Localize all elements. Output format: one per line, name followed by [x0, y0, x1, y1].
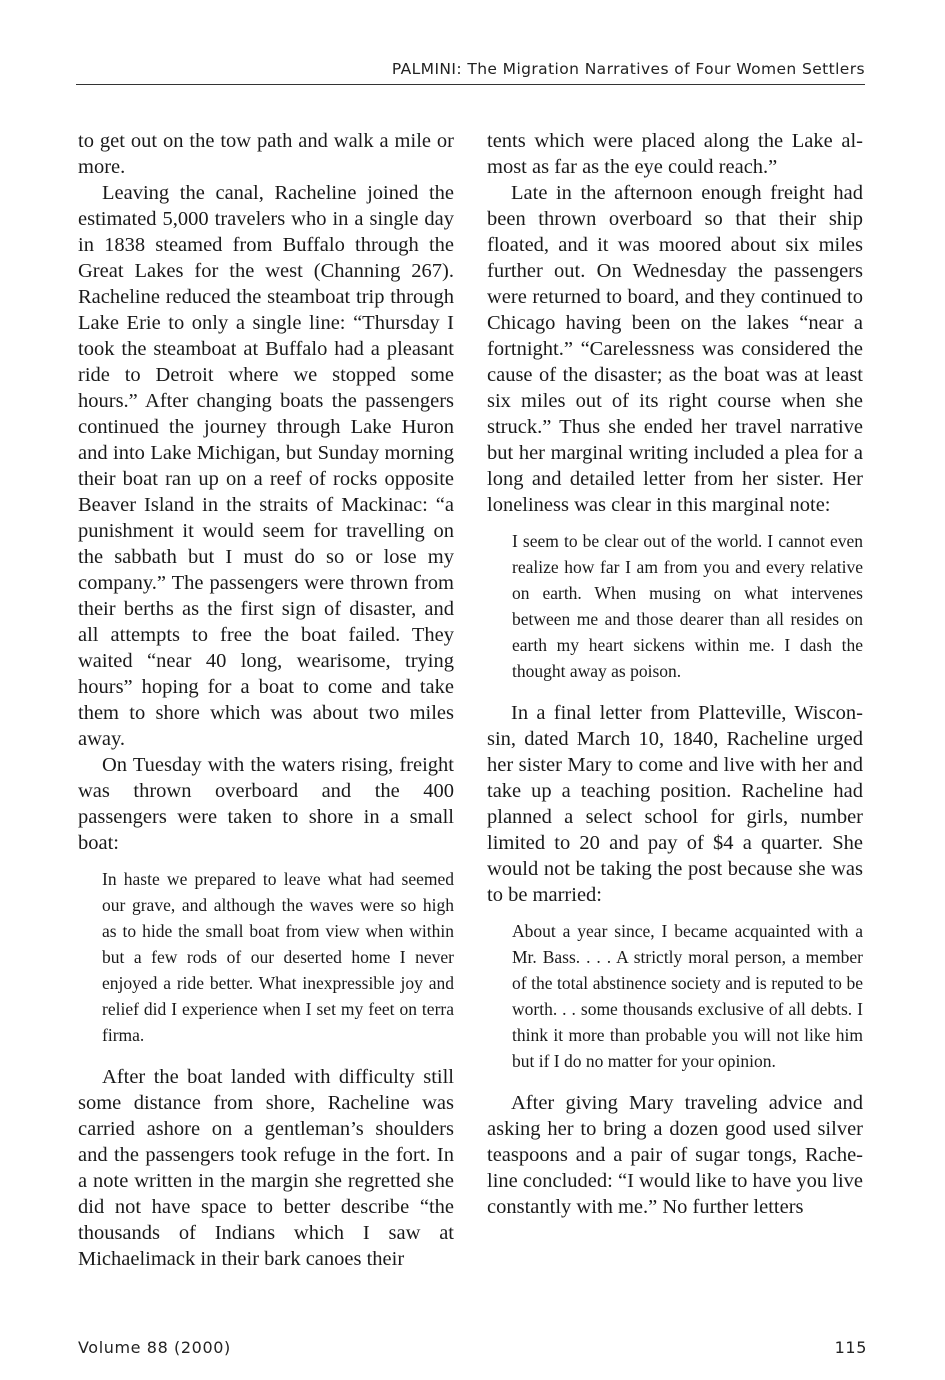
left-column	[78, 128, 454, 1272]
volume-footer: Volume 88 (2000)	[78, 1338, 231, 1357]
right-block-quote-2: About a year since, I became acquainted with a Mr. Bass. . . . A strictly moral person, a member of the total abstinence society and is reputed to be worth. . . some thousands exclusive of all debts. I think it more than probable you will not like him but if I do no matter for your opinion.	[512, 921, 863, 1071]
left-paragraph-1: to get out on the tow path and walk a mile or more.	[78, 130, 454, 178]
left-paragraph-3: On Tuesday with the waters rising, freight was thrown overboard and the 400 passengers were taken to shore in a small boat:	[78, 754, 454, 854]
left-paragraph-2: Leaving the canal, Racheline joined the estimated 5,000 travelers who in a single day in 1838 steamed from Buffalo through the Great Lakes for the west (Channing 267). Racheline reduced the steamboat trip through Lake Erie to only a single line: “Thursday I took the steamboat at Buffalo had a pleasant ride to Detroit where we stopped some hours.” After changing boats the passengers continued the journey through Lake Huron and into Lake Michigan, but Sunday morning their boat ran up on a reef of rocks opposite Beaver Island in the straits of Mackinac: “a punishment it would seem for travelling on the sabbath but I must do so or lose my company.” The passengers were thrown from their berths as the first sign of disaster, and all attempts to free the boat failed. They waited “near 40 long, wearisome, trying hours” hoping for a boat to come and take them to shore which was about two miles away.	[78, 182, 454, 750]
left-paragraph-4: After the boat landed with difficulty still some distance from shore, Racheline was carried ashore on a gentleman’s shoulders and the passengers took refuge in the fort. In a note written in the margin she regretted she did not have space to better describe “the thousands of Indians which I saw at Michaelimack in their bark canoes their	[78, 1066, 454, 1270]
right-paragraph-4: After giving Mary traveling advice and asking her to bring a dozen good used silver teaspoons and a pair of sugar tongs, Racheline concluded: “I would like to have you live constantly with me.” No further letters	[487, 1092, 863, 1218]
page-number: 115	[834, 1338, 867, 1357]
right-paragraph-3: In a final letter from Platteville, Wisconsin, dated March 10, 1840, Racheline urged her sister Mary to come and live with her and take up a teaching position. Racheline had planned a select school for girls, number limited to 20 and pay of $4 a quarter. She would not be taking the post because she was to be married:	[487, 702, 863, 906]
right-block-quote-1: I seem to be clear out of the world. I cannot even realize how far I am from you and every relative on earth. When musing on what intervenes between me and those dearer than all resides on earth my heart sickens within me. I dash the thought away as poison.	[512, 531, 863, 681]
running-title: PALMINI: The Migration Narratives of Four Women Settlers	[391, 60, 865, 78]
right-paragraph-2: Late in the afternoon enough freight had been thrown overboard so that their ship floated, and it was moored about six miles further out. On Wednesday the passengers were returned to board, and they continued to Chicago having been on the lakes “near a fortnight.” “Carelessness was considered the cause of the disaster; as the boat was at least six miles out of its right course when she struck.” Thus she ended her travel narrative but her marginal writing included a plea for a long and detailed letter from her sister. Her loneliness was clear in this marginal note:	[487, 182, 863, 516]
right-column	[487, 128, 863, 1220]
right-paragraph-1: tents which were placed along the Lake almost as far as the eye could reach.”	[487, 130, 863, 178]
left-block-quote: In haste we prepared to leave what had seemed our grave, and although the waves were so high as to hide the small boat from view when within but a few rods of our deserted home I never enjoyed a ride better. What inexpressible joy and relief did I experience when I set my feet on terra firma.	[102, 869, 454, 1045]
header-rule	[76, 84, 865, 85]
